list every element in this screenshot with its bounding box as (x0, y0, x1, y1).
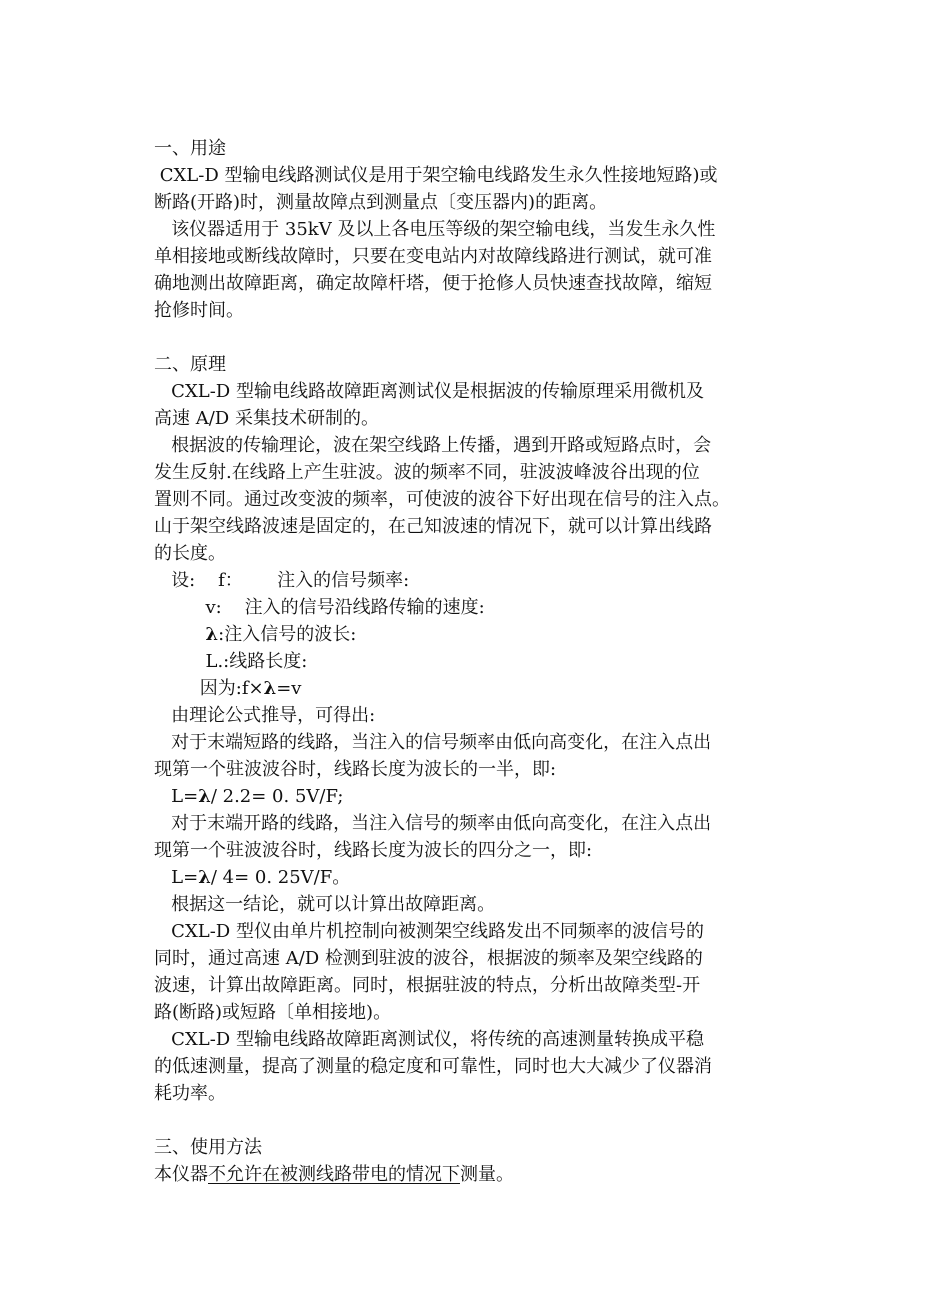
paragraph-line: 根据波的传输理论，波在架空线路上传播，遇到开路或短路点时，会 (154, 435, 712, 456)
section-heading-usage: 一、用途 (154, 138, 226, 159)
paragraph-line: 根据这一结论，就可以计算出故障距离。 (154, 894, 496, 915)
document-page (154, 135, 814, 1188)
paragraph-line: 断路(开路)时，测量故障点到测量点〔变压器内)的距离。 (154, 192, 608, 213)
definition-L: L.:线路长度: (154, 651, 308, 672)
paragraph-line: 高速 A/D 采集技术研制的。 (154, 408, 379, 429)
formula-prefix: L= (171, 786, 199, 807)
formula-suffix: / 4= 0. 25V/F。 (210, 867, 351, 888)
paragraph-line: CXL-D 型输电线路故障距离测试仪，将传统的高速测量转换成平稳 (154, 1029, 704, 1050)
paragraph-line: 对于末端开路的线路，当注入信号的频率由低向高变化，在注入点出 (154, 813, 712, 834)
section-heading-method: 三、使用方法 (154, 1137, 262, 1158)
because-line (154, 675, 814, 702)
paragraph-line: 山于架空线路波速是固定的，在己知波速的情况下，就可以计算出线路 (154, 516, 712, 537)
paragraph-spacer (154, 324, 814, 351)
lambda-symbol: λ (263, 678, 277, 699)
paragraph-line: 的低速测量，提高了测量的稳定度和可靠性，同时也大大减少了仪器消 (154, 1056, 712, 1077)
paragraph-line: CXL-D 型输电线路测试仪是用于架空输电线路发生永久性接地短路)或 (154, 165, 718, 186)
paragraph-line: 该仪器适用于 35kV 及以上各电压等级的架空输电线，当发生永久性 (154, 219, 716, 240)
lambda-symbol: λ (205, 624, 219, 645)
paragraph-line: 路(断路)或短路〔单相接地)。 (154, 1002, 392, 1023)
paragraph-line: 抢修时间。 (154, 300, 244, 321)
method-prefix: 本仪器 (154, 1164, 208, 1185)
because-suffix: =v (276, 678, 302, 699)
formula-short-circuit (154, 783, 814, 810)
paragraph-line: 的长度。 (154, 543, 226, 564)
derive-line: 由理论公式推导，可得出: (154, 705, 376, 726)
lambda-symbol: λ (198, 867, 211, 888)
formula-suffix: / 2.2= 0. 5V/F; (210, 786, 344, 807)
paragraph-line: CXL-D 型输电线路故障距离测试仪是根据波的传输原理采用微机及 (154, 381, 704, 402)
warning-underlined-text: 不允许在被测线路带电的情况下 (208, 1164, 460, 1185)
paragraph-line: 现第一个驻波波谷时，线路长度为波长的一半，即: (154, 759, 557, 780)
definition-lambda-text: :注入信号的波长: (218, 624, 357, 645)
paragraph-line: 发生反射.在线路上产生驻波。波的频率不同，驻波波峰波谷出现的位 (154, 462, 700, 483)
paragraph-line: 置则不同。通过改变波的频率，可使波的波谷下好出现在信号的注入点。 (154, 489, 730, 510)
paragraph-line: 确地测出故障距离，确定故障杆塔，便于抢修人员快速查找故障，缩短 (154, 273, 712, 294)
formula-open-circuit (154, 864, 814, 891)
lambda-symbol: λ (198, 786, 211, 807)
paragraph-line: 单相接地或断线故障时，只要在变电站内对故障线路进行测试，就可准 (154, 246, 712, 267)
definition-f: 设: f： 注入的信号频率: (154, 570, 410, 591)
paragraph-line: 对于末端短路的线路，当注入的信号频率由低向高变化，在注入点出 (154, 732, 712, 753)
method-suffix: 测量。 (460, 1164, 514, 1185)
paragraph-line: 波速，计算出故障距离。同时，根据驻波的特点，分析出故障类型-开 (154, 975, 701, 996)
because-prefix: 因为:f× (199, 678, 264, 699)
paragraph-spacer (154, 1107, 814, 1134)
section-heading-principle: 二、原理 (154, 354, 226, 375)
paragraph-line: 现第一个驻波波谷时，线路长度为波长的四分之一，即: (154, 840, 593, 861)
paragraph-line: 同时，通过高速 A/D 检测到驻波的波谷，根据波的频率及架空线路的 (154, 948, 703, 969)
definition-v: v: 注入的信号沿线路传输的速度: (154, 597, 485, 618)
method-line (154, 1161, 814, 1188)
definition-lambda (154, 621, 814, 648)
paragraph-line: 耗功率。 (154, 1083, 226, 1104)
formula-prefix: L= (171, 867, 199, 888)
paragraph-line: CXL-D 型仪由单片机控制向被测架空线路发出不同频率的波信号的 (154, 921, 704, 942)
